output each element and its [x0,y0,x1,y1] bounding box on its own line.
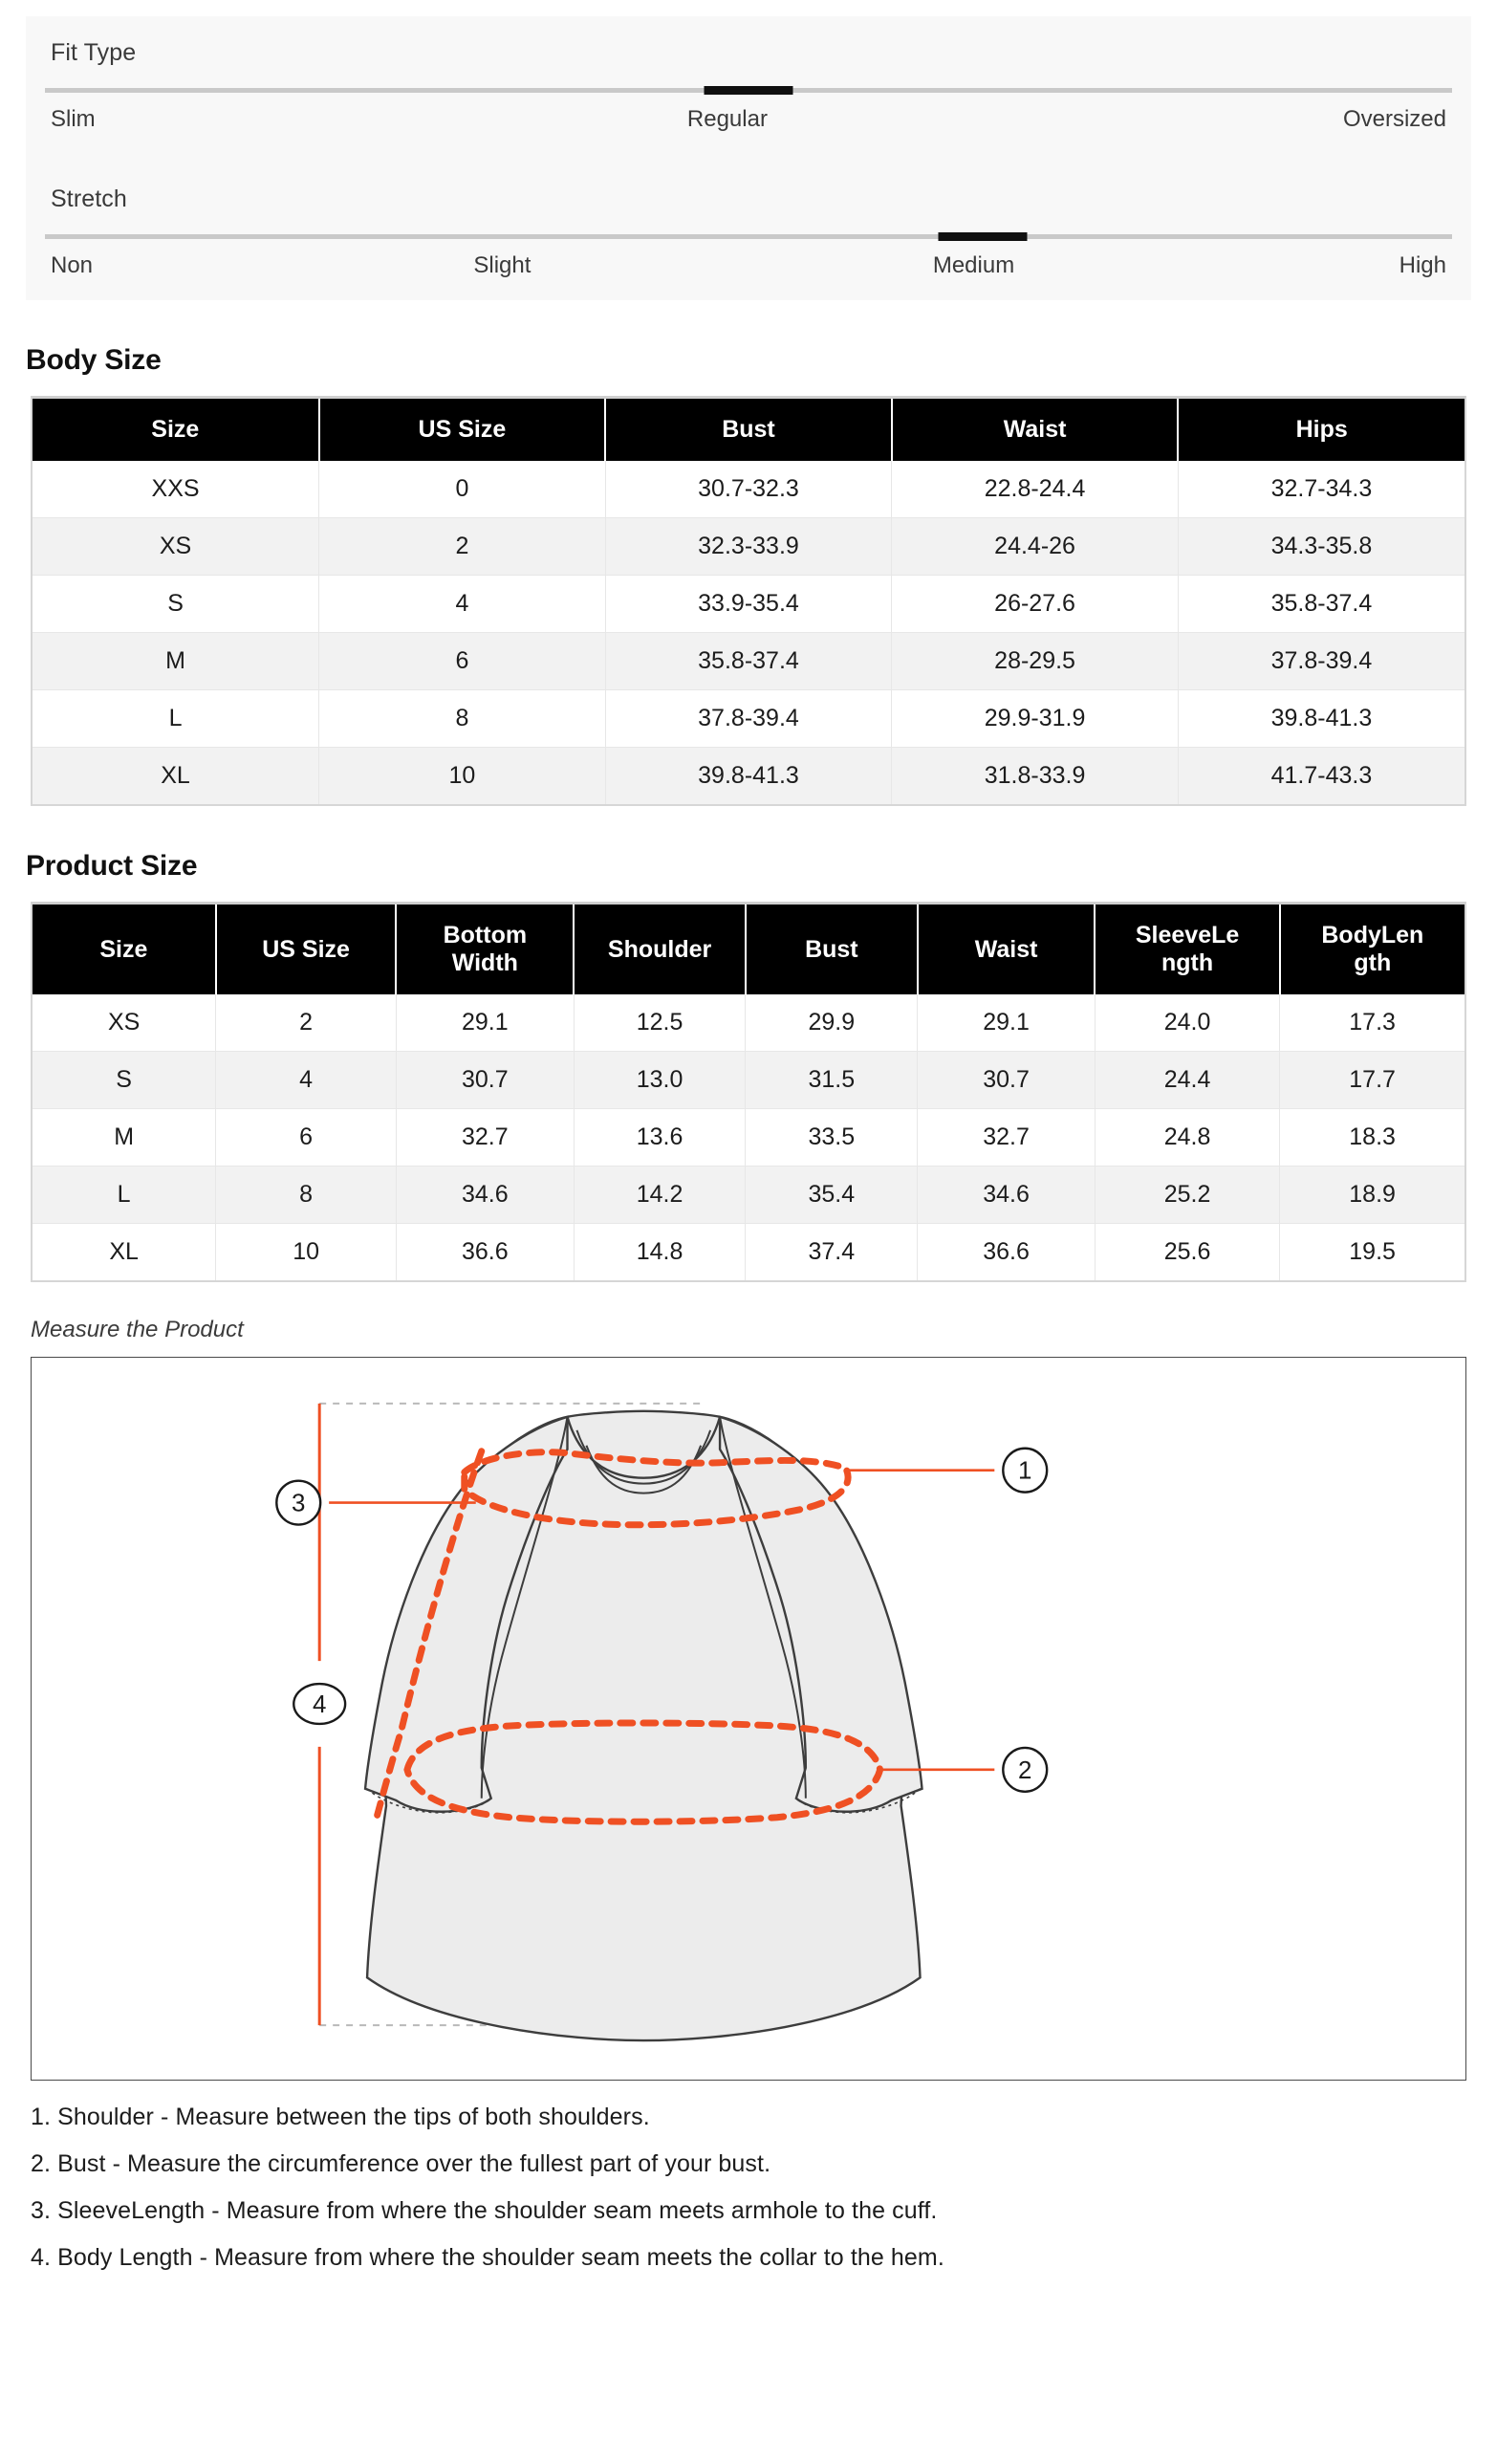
body-size-cell-hips: 35.8-37.4 [1178,576,1464,633]
body-size-cell-hips: 41.7-43.3 [1178,748,1464,805]
product-size-cell-sleevelength: 25.6 [1095,1224,1279,1281]
table-row [33,576,1464,633]
size-guide-page [0,16,1497,2464]
product-size-title: Product Size [26,850,198,882]
garment-illustration [32,1358,1465,2080]
body-size-col-us-size: US Size [319,399,606,461]
body-size-cell-waist: 29.9-31.9 [892,690,1179,748]
product-size-cell-waist: 32.7 [918,1109,1096,1167]
product-size-cell-us-size: 4 [216,1052,397,1109]
table-row [33,1167,1464,1224]
stretch-label: Stretch [51,185,127,212]
product-size-cell-waist: 36.6 [918,1224,1096,1281]
stretch-slider-block [26,185,1471,291]
product-size-header-row [33,905,1464,994]
body-size-cell-waist: 24.4-26 [892,518,1179,576]
table-row [33,1109,1464,1167]
stretch-option-high[interactable]: High [1399,252,1446,278]
product-size-col-bodylength: BodyLen gth [1280,905,1464,994]
product-size-cell-bottom-width: 30.7 [396,1052,574,1109]
body-size-cell-bust: 37.8-39.4 [605,690,892,748]
table-row [33,1052,1464,1109]
body-size-table [33,399,1464,804]
table-row [33,633,1464,690]
body-size-cell-bust: 30.7-32.3 [605,461,892,518]
body-size-cell-bust: 33.9-35.4 [605,576,892,633]
callout-1-number: 1 [1018,1457,1032,1485]
callout-badge-1 [1003,1449,1047,1493]
body-size-cell-hips: 34.3-35.8 [1178,518,1464,576]
table-row [33,1224,1464,1281]
note-item: 4. Body Length - Measure from where the shoulder seam meets the collar to the hem. [31,2244,944,2271]
body-size-cell-size: L [33,690,319,748]
fit-option-oversized[interactable]: Oversized [1342,106,1446,132]
table-row [33,748,1464,805]
stretch-track[interactable] [45,234,1452,239]
product-size-col-bust: Bust [746,905,918,994]
product-size-cell-shoulder: 13.0 [574,1052,746,1109]
fit-type-track[interactable] [45,88,1452,93]
product-size-cell-sleevelength: 25.2 [1095,1167,1279,1224]
body-size-cell-bust: 32.3-33.9 [605,518,892,576]
callout-badge-4 [293,1684,345,1724]
product-size-cell-shoulder: 14.8 [574,1224,746,1281]
body-size-tbody [33,461,1464,804]
product-size-col-sleevelength: SleeveLe ngth [1095,905,1279,994]
product-size-cell-sleevelength: 24.8 [1095,1109,1279,1167]
product-size-cell-bust: 35.4 [746,1167,918,1224]
stretch-scale [45,252,1452,291]
note-item: 3. SleeveLength - Measure from where the shoulder seam meets armhole to the cuff. [31,2197,938,2224]
product-size-cell-bottom-width: 36.6 [396,1224,574,1281]
fit-type-scale [45,106,1452,144]
body-size-cell-hips: 32.7-34.3 [1178,461,1464,518]
product-size-table [33,905,1464,1280]
fit-stretch-panel [26,16,1471,300]
table-row [33,690,1464,748]
callout-badge-2 [1003,1748,1047,1792]
product-size-col-bottom-width: Bottom Width [396,905,574,994]
body-size-cell-us-size: 4 [319,576,606,633]
callout-4-number: 4 [312,1691,327,1719]
body-size-cell-hips: 37.8-39.4 [1178,633,1464,690]
callout-badge-3 [276,1481,320,1525]
fit-type-label: Fit Type [51,39,137,66]
product-size-cell-size: L [33,1167,216,1224]
product-size-cell-shoulder: 14.2 [574,1167,746,1224]
product-size-cell-size: XS [33,994,216,1052]
product-size-cell-size: S [33,1052,216,1109]
body-size-cell-size: XL [33,748,319,805]
product-size-cell-us-size: 6 [216,1109,397,1167]
product-size-cell-bodylength: 19.5 [1280,1224,1464,1281]
body-size-col-waist: Waist [892,399,1179,461]
note-item: 2. Bust - Measure the circumference over the fullest part of your bust. [31,2150,771,2177]
stretch-option-non[interactable]: Non [51,252,94,278]
product-size-cell-bodylength: 18.3 [1280,1109,1464,1167]
table-row [33,518,1464,576]
body-size-cell-waist: 31.8-33.9 [892,748,1179,805]
body-size-col-hips: Hips [1178,399,1464,461]
body-size-cell-size: S [33,576,319,633]
product-size-col-waist: Waist [918,905,1096,994]
product-size-cell-size: M [33,1109,216,1167]
product-size-cell-us-size: 2 [216,994,397,1052]
body-size-cell-us-size: 6 [319,633,606,690]
body-size-table-wrap [31,396,1466,806]
body-size-cell-us-size: 10 [319,748,606,805]
fit-option-regular[interactable]: Regular [686,106,768,132]
product-size-cell-us-size: 10 [216,1224,397,1281]
fit-type-thumb[interactable] [705,86,793,95]
product-size-col-us-size: US Size [216,905,397,994]
body-size-cell-size: M [33,633,319,690]
callout-3-number: 3 [292,1490,306,1517]
body-size-cell-bust: 35.8-37.4 [605,633,892,690]
measure-caption: Measure the Product [31,1317,244,1342]
body-size-cell-us-size: 0 [319,461,606,518]
body-size-cell-size: XS [33,518,319,576]
fit-option-slim[interactable]: Slim [51,106,96,132]
product-size-cell-sleevelength: 24.0 [1095,994,1279,1052]
measure-diagram [31,1357,1466,2081]
product-size-cell-waist: 30.7 [918,1052,1096,1109]
product-size-cell-bodylength: 17.3 [1280,994,1464,1052]
body-size-title: Body Size [26,344,162,376]
body-size-thead [33,399,1464,461]
body-size-cell-us-size: 2 [319,518,606,576]
measurement-notes [31,2105,1497,2270]
product-size-cell-sleevelength: 24.4 [1095,1052,1279,1109]
body-size-cell-waist: 28-29.5 [892,633,1179,690]
table-row [33,994,1464,1052]
product-size-cell-bodylength: 18.9 [1280,1167,1464,1224]
body-size-header-row [33,399,1464,461]
product-size-cell-bodylength: 17.7 [1280,1052,1464,1109]
product-size-tbody [33,994,1464,1280]
body-size-cell-waist: 22.8-24.4 [892,461,1179,518]
body-size-cell-us-size: 8 [319,690,606,748]
stretch-thumb[interactable] [939,232,1028,241]
product-size-cell-bust: 29.9 [746,994,918,1052]
body-size-cell-hips: 39.8-41.3 [1178,690,1464,748]
product-size-cell-bottom-width: 32.7 [396,1109,574,1167]
body-size-cell-size: XXS [33,461,319,518]
product-size-cell-size: XL [33,1224,216,1281]
stretch-option-medium[interactable]: Medium [932,252,1015,278]
body-size-cell-waist: 26-27.6 [892,576,1179,633]
body-size-col-bust: Bust [605,399,892,461]
product-size-cell-shoulder: 13.6 [574,1109,746,1167]
product-size-thead [33,905,1464,994]
product-size-cell-waist: 34.6 [918,1167,1096,1224]
product-size-cell-shoulder: 12.5 [574,994,746,1052]
product-size-table-wrap [31,902,1466,1282]
product-size-cell-bust: 37.4 [746,1224,918,1281]
product-size-cell-bottom-width: 34.6 [396,1167,574,1224]
callout-2-number: 2 [1018,1756,1032,1784]
product-size-cell-us-size: 8 [216,1167,397,1224]
product-size-cell-waist: 29.1 [918,994,1096,1052]
note-item: 1. Shoulder - Measure between the tips of both shoulders. [31,2104,650,2130]
product-size-col-shoulder: Shoulder [574,905,746,994]
product-size-col-size: Size [33,905,216,994]
fit-type-slider-block [26,39,1471,144]
body-size-col-size: Size [33,399,319,461]
stretch-option-slight[interactable]: Slight [473,252,532,278]
body-size-cell-bust: 39.8-41.3 [605,748,892,805]
product-size-cell-bust: 33.5 [746,1109,918,1167]
product-size-cell-bust: 31.5 [746,1052,918,1109]
table-row [33,461,1464,518]
product-size-cell-bottom-width: 29.1 [396,994,574,1052]
